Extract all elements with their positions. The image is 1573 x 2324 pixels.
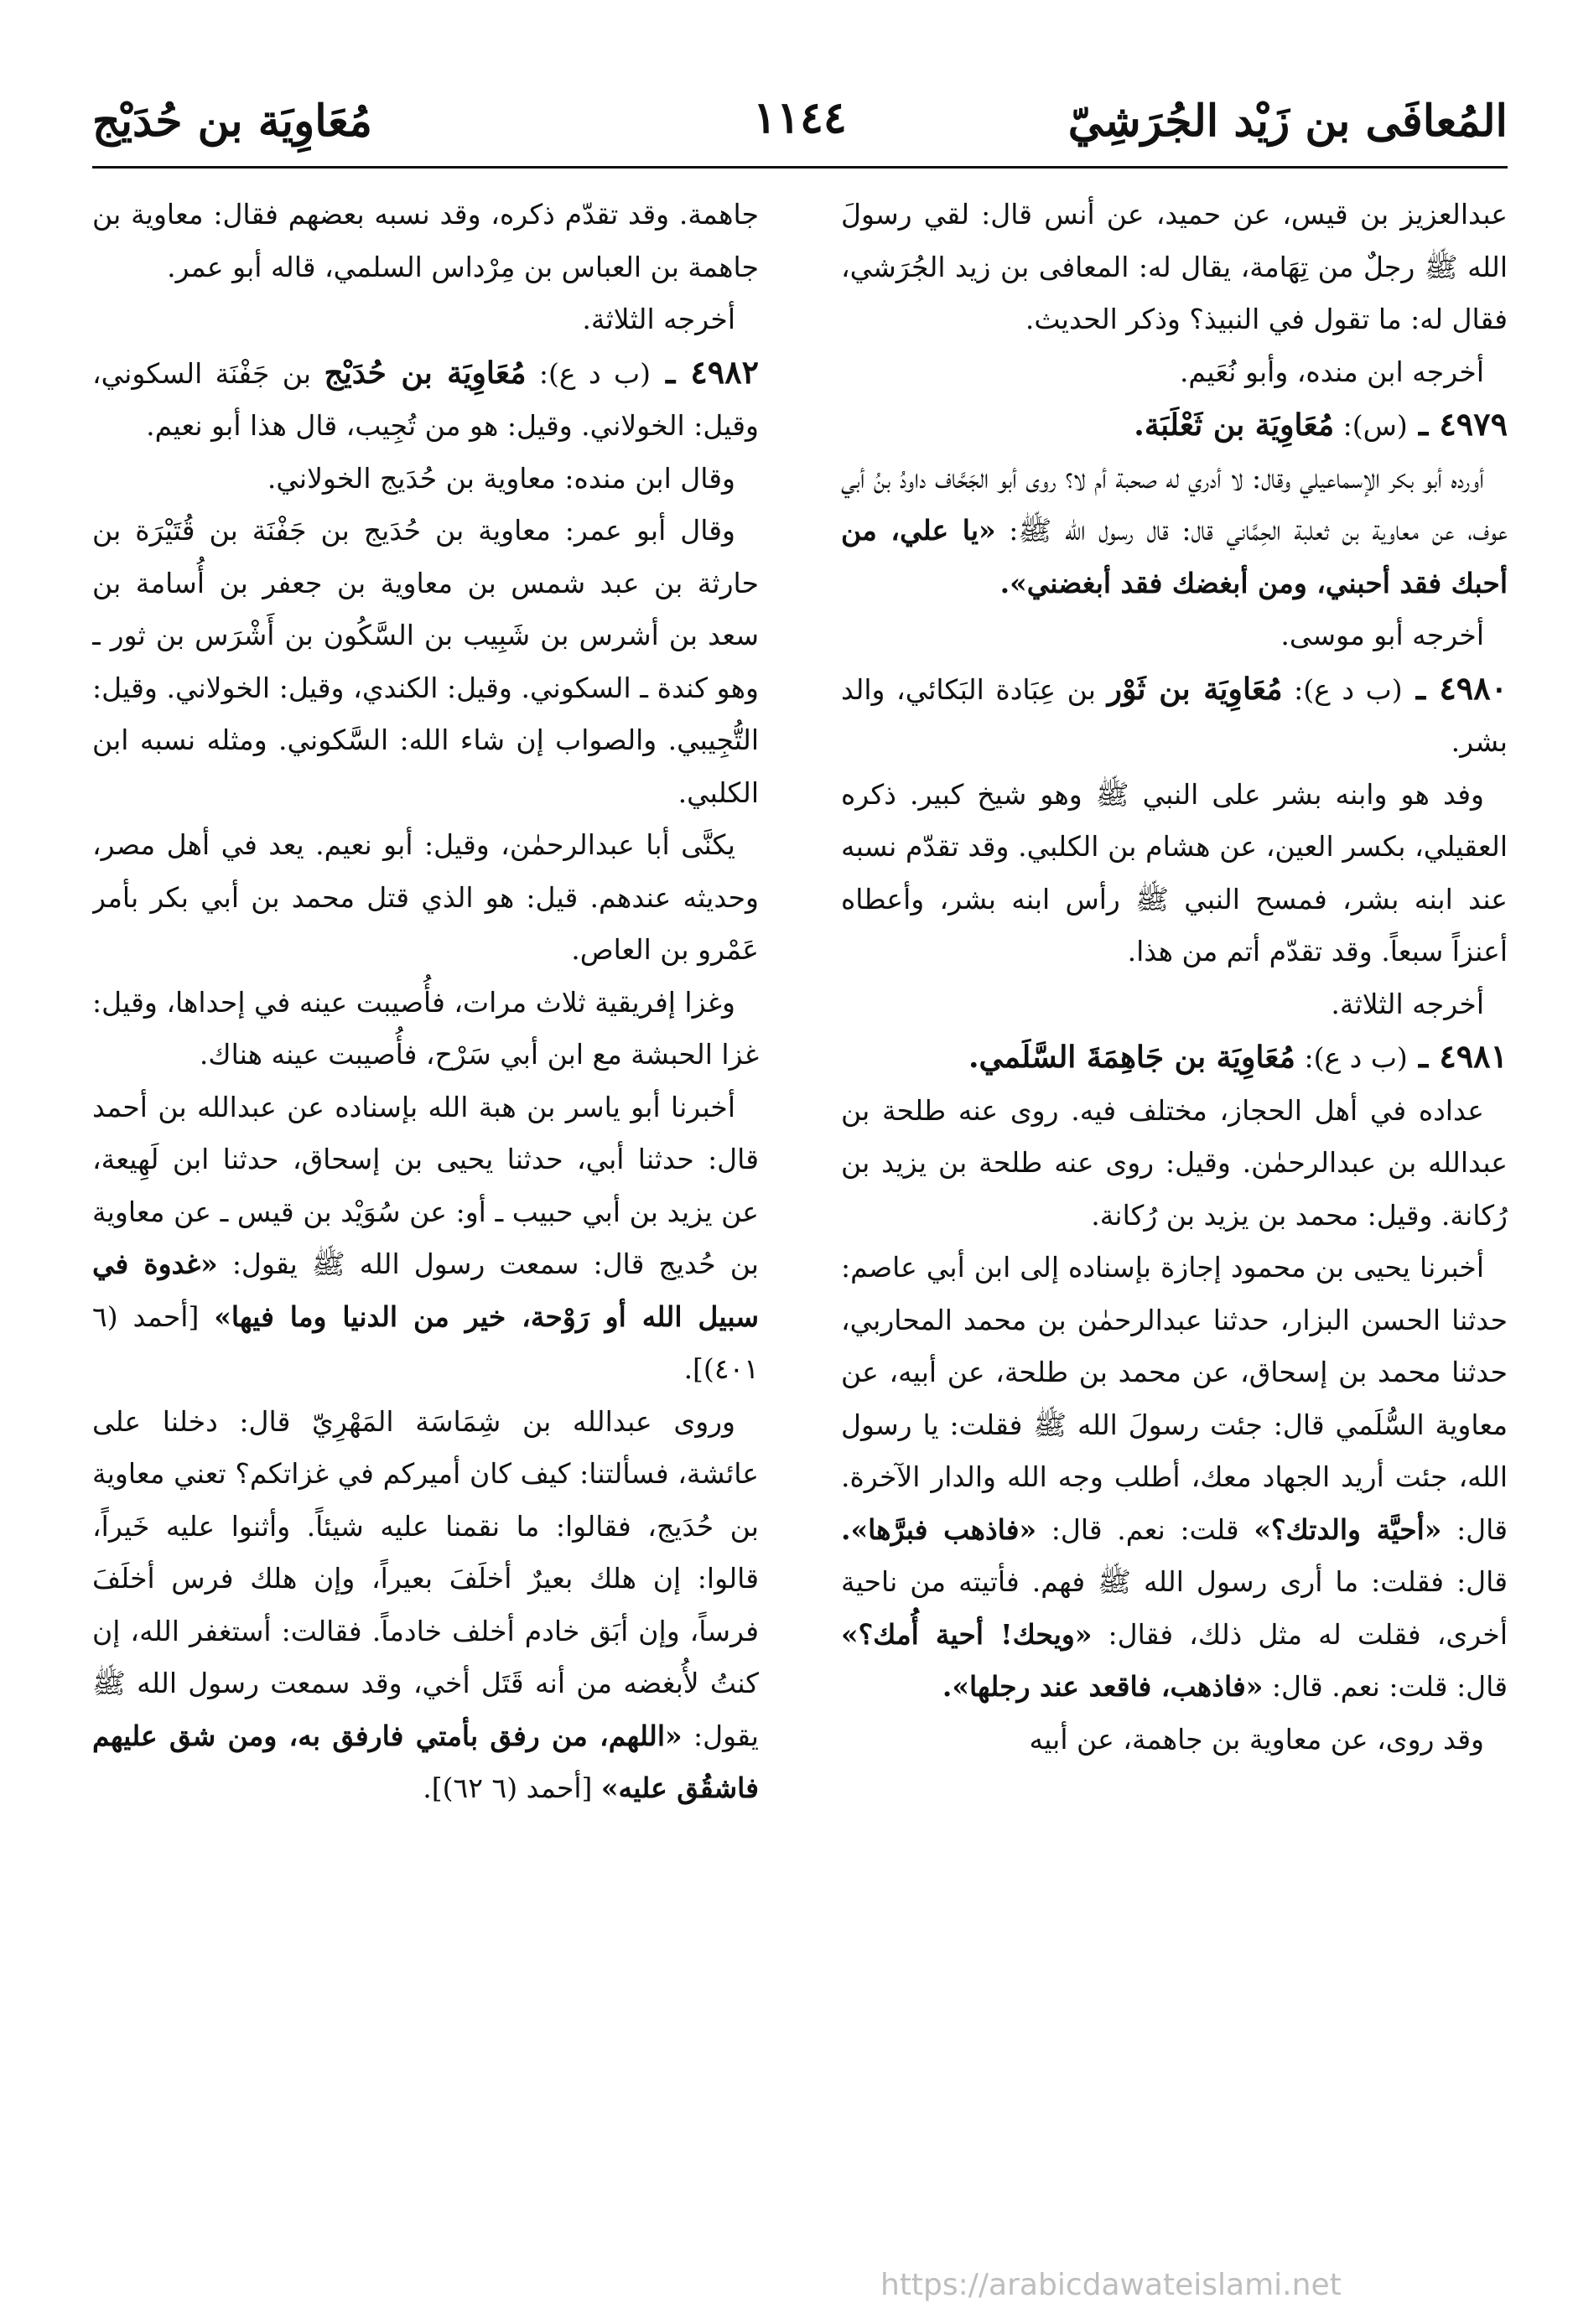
hadith-quote: «ويحك! أحية أُمك؟»	[841, 1617, 1093, 1651]
hadith-quote: «أحيَّة والدتك؟»	[1254, 1512, 1442, 1546]
header-rule	[92, 166, 1508, 169]
hadith-quote: «فاذهب، فاقعد عند رجلها».	[942, 1670, 1264, 1703]
paragraph	[92, 189, 759, 293]
paragraph	[841, 453, 1508, 610]
paragraph	[841, 189, 1508, 346]
paragraph-text: أخبرنا يحيى بن محمود إجازة بإسناده إلى ابن أبي عاصم: حدثنا الحسن البزار، حدثنا عبدالرحمٰن بن محمد المحاربي، حدثنا محمد بن إسحاق، عن محمد بن طلحة، عن أبيه، عن معاوية السُّلَمي قال: جئت رسولَ الله ﷺ فقلت: يا رسول الله، جئت أريد الجهاد معك، أطلب وجه الله والدار الآخرة. قال:	[841, 1251, 1508, 1546]
paragraph-text: أخرجه الثلاثة.	[1331, 987, 1484, 1020]
hadith-quote: «يا علي، من أحبك فقد أحبني، ومن أبغضك فقد أبغضني».	[841, 514, 1508, 599]
hadith-quote: «اللهم، من رفق بأمتي فارفق به، ومن شق عليهم فاشقُق عليه»	[92, 1719, 759, 1804]
paragraph	[92, 293, 759, 346]
paragraph-text: يكنَّى أبا عبدالرحمٰن، وقيل: أبو نعيم. يعد في أهل مصر، وحديثه عندهم. قيل: هو الذي قتل محمد بن أبي بكر بأمر عَمْرو بن العاص.	[92, 828, 759, 966]
paragraph	[92, 819, 759, 977]
paragraph-text: [أحمد (٦ ٦٢)].	[423, 1772, 601, 1804]
entry-sigla: (ب د ع):	[526, 356, 651, 390]
paragraph	[841, 978, 1508, 1031]
entry-number: ٤٩٨١ ـ	[1407, 1037, 1508, 1075]
entry-number: ٤٩٨٠ ـ	[1402, 668, 1508, 707]
paragraph-text: أخبرنا أبو ياسر بن هبة الله بإسناده عن عبدالله بن أحمد قال: حدثنا أبي، حدثنا يحيى بن إسحاق، حدثنا ابن لَهِيعة، عن يزيد بن أبي حبيب ـ أو: عن سُوَيْد بن قيس ـ عن معاوية بن حُديج قال: سمعت رسول الله ﷺ يقول:	[92, 1090, 759, 1280]
paragraph-text: وقد روى، عن معاوية بن جاهمة، عن أبيه	[1029, 1722, 1484, 1756]
paragraph	[92, 977, 759, 1082]
paragraph-text: عداده في أهل الحجاز، مختلف فيه. روى عنه طلحة بن عبدالله بن عبدالرحمٰن. وقيل: روى عنه طلحة بن يزيد بن رُكانة. وقيل: محمد بن يزيد بن رُكانة.	[841, 1093, 1508, 1232]
paragraph-text: [أحمد (٦ ٤٠١)].	[92, 1299, 759, 1385]
paragraph	[92, 1396, 759, 1815]
paragraph	[841, 1714, 1508, 1766]
paragraph	[841, 1085, 1508, 1242]
paragraph-text: أخرجه الثلاثة.	[582, 303, 735, 335]
page-number: ١١٤٤	[753, 92, 847, 143]
paragraph	[841, 610, 1508, 662]
entry-name: مُعَاوِيَة بن ثَوْر	[1107, 671, 1283, 707]
entry-heading	[841, 662, 1508, 769]
hadith-quote: «فاذهب فبرَّها».	[841, 1512, 1037, 1546]
paragraph-text: وغزا إفريقية ثلاث مرات، فأُصيبت عينه في إحداها، وقيل: غزا الحبشة مع ابن أبي سَرْح، فأُصيبت عينه هناك.	[92, 985, 759, 1071]
paragraph-text: أخرجه ابن منده، وأبو نُعَيم.	[1179, 355, 1484, 388]
entry-name: مُعَاوِيَة بن جَاهِمَةَ السَّلَمي.	[968, 1040, 1295, 1075]
paragraph-text: قلت: نعم. قال:	[1036, 1512, 1254, 1546]
entry-heading	[92, 346, 759, 453]
entry-text: بن عِبَادة البَكائي، والد بشر.	[841, 672, 1508, 758]
paragraph	[841, 1242, 1508, 1714]
paragraph	[841, 346, 1508, 399]
entry-name: مُعَاوِيَة بن حُدَيْج	[324, 355, 527, 391]
paragraph	[841, 769, 1508, 978]
right-column	[841, 189, 1508, 2249]
entry-text: بن جَفْنَة السكوني، وقيل: الخولاني. وقيل: هو من تُجِيب، قال هذا أبو نعيم.	[92, 356, 759, 442]
paragraph-text: وقال أبو عمر: معاوية بن حُدَيج بن جَفْنَة بن قُتَيْرَة بن حارثة بن عبد شمس بن معاوية بن جعفر بن أُسامة بن سعد بن أشرس بن شَبِيب بن السَّكُون بن أَشْرَس بن ثور ـ وهو كندة ـ السكوني. وقيل: الكندي، وقيل: الخولاني. وقيل: التُّجِيبي. والصواب إن شاء الله: السَّكوني. ومثله نسبه ابن الكلبي.	[92, 514, 759, 809]
entry-name: مُعَاوِيَة بن ثَعْلَبَة.	[1134, 407, 1335, 443]
left-column	[92, 189, 759, 2249]
entry-number: ٤٩٧٩ ـ	[1407, 405, 1508, 443]
entry-heading	[841, 398, 1508, 453]
paragraph-text: أورده أبو بكر الإسماعيلي وقال: لا أدري له صحبة أم لا؟ روى أبو الجَحَّاف داودُ بنُ أبي عوف، عن معاوية بن ثعلبة الحِمَّاني قال: قال رسول الله ﷺ:	[841, 461, 1508, 547]
entry-sigla: (ب د ع):	[1295, 1041, 1408, 1074]
paragraph	[92, 505, 759, 819]
running-title-right: المُعافَى بن زَيْد الجُرَشِيّ	[1067, 96, 1508, 147]
running-title-left: مُعَاوِيَة بن حُدَيْج	[92, 96, 372, 147]
paragraph	[92, 453, 759, 506]
watermark-url: https://arabicdawateislami.net	[880, 2268, 1342, 2302]
entry-sigla: (ب د ع):	[1282, 672, 1403, 706]
paragraph-text: عبدالعزيز بن قيس، عن حميد، عن أنس قال: لقي رسولَ الله ﷺ رجلٌ من تِهَامة، يقال له: المعافى بن زيد الجُرَشي، فقال له: ما تقول في النبيذ؟ وذكر الحديث.	[841, 198, 1508, 335]
paragraph-text: وقال ابن منده: معاوية بن حُدَيج الخولاني.	[267, 461, 735, 495]
paragraph-text: جاهمة. وقد تقدّم ذكره، وقد نسبه بعضهم فقال: معاوية بن جاهمة بن العباس بن مِرْداس السلمي، قاله أبو عمر.	[92, 198, 759, 283]
paragraph-text: قال: قلت: نعم. قال:	[1263, 1670, 1508, 1703]
paragraph-text: وفد هو وابنه بشر على النبي ﷺ وهو شيخ كبير. ذكره العقيلي، بكسر العين، عن هشام بن الكلبي. وقد تقدّم نسبه عند ابنه بشر، فمسح النبي ﷺ رأس ابنه بشر، وأعطاه أعنزاً سبعاً. وقد تقدّم أتم من هذا.	[841, 777, 1508, 967]
paragraph-text: أخرجه أبو موسى.	[1280, 619, 1484, 651]
hadith-quote: «غدوة في سبيل الله أو رَوْحة، خير من الدنيا وما فيها»	[92, 1248, 759, 1333]
entry-number: ٤٩٨٢ ـ	[650, 352, 759, 391]
paragraph-text: قال: فقلت: ما أرى رسول الله ﷺ فهم. فأتيته من ناحية أخرى، فقلت له مثل ذلك، فقال:	[841, 1565, 1508, 1651]
page-header	[92, 91, 1508, 161]
entry-sigla: (س):	[1334, 409, 1408, 442]
paragraph	[92, 1082, 759, 1396]
paragraph-text: وروى عبدالله بن شِمَاسَة المَهْرِيّ قال: دخلنا على عائشة، فسألتنا: كيف كان أميركم في غزاتكم؟ تعني معاوية بن حُدَيج، فقالوا: ما نقمنا عليه شيئاً. وأثنوا عليه خَيراً، قالوا: إن هلك بعيرٌ أخلَفَ بعيراً، وإن هلك فرس أخلَفَ فرساً، وإن أبَق خادم أخلف خادماً. فقالت: أستغفر الله، إن كنتُ لأُبغضه من أنه قَتَل أخي، وقد سمعت رسول الله ﷺ يقول:	[92, 1404, 759, 1752]
entry-heading	[841, 1030, 1508, 1085]
